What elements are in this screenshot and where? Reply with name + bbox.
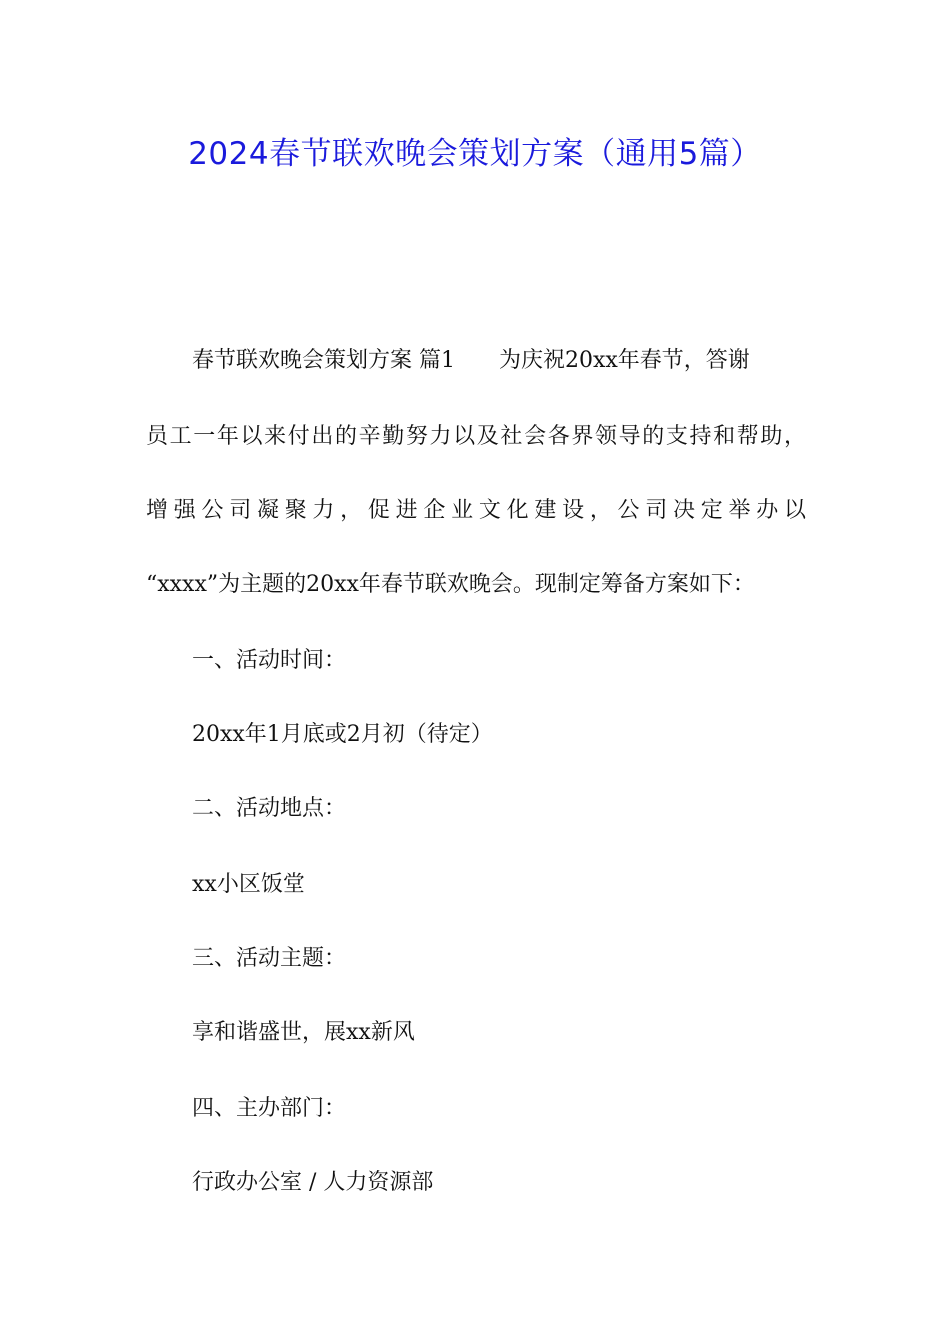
section-heading-theme: 三、活动主题： (192, 946, 347, 971)
intro-line-1 (192, 346, 750, 376)
intro-text-start: 为庆祝20xx年春节，答谢 (499, 348, 750, 373)
section-content-theme: 享和谐盛世，展xx新风 (192, 1020, 415, 1045)
section-heading-location: 二、活动地点： (192, 796, 347, 821)
document-title: 2024春节联欢晚会策划方案（通用5篇） (188, 136, 762, 172)
article-heading: 春节联欢晚会策划方案 篇1 (192, 348, 455, 373)
section-heading-organizer: 四、主办部门： (192, 1096, 347, 1121)
section-content-organizer: 行政办公室 / 人力资源部 (192, 1170, 434, 1195)
intro-line-3: 增强公司凝聚力，促进企业文化建设，公司决定举办以 (146, 498, 806, 523)
section-content-location: xx小区饭堂 (192, 872, 305, 897)
section-content-time: 20xx年1月底或2月初（待定） (192, 722, 493, 747)
section-heading-time: 一、活动时间： (192, 648, 347, 673)
intro-line-2: 员工一年以来付出的辛勤努力以及社会各界领导的支持和帮助， (146, 424, 806, 449)
intro-line-4: “xxxx”为主题的20xx年春节联欢晚会。现制定筹备方案如下： (146, 572, 755, 597)
